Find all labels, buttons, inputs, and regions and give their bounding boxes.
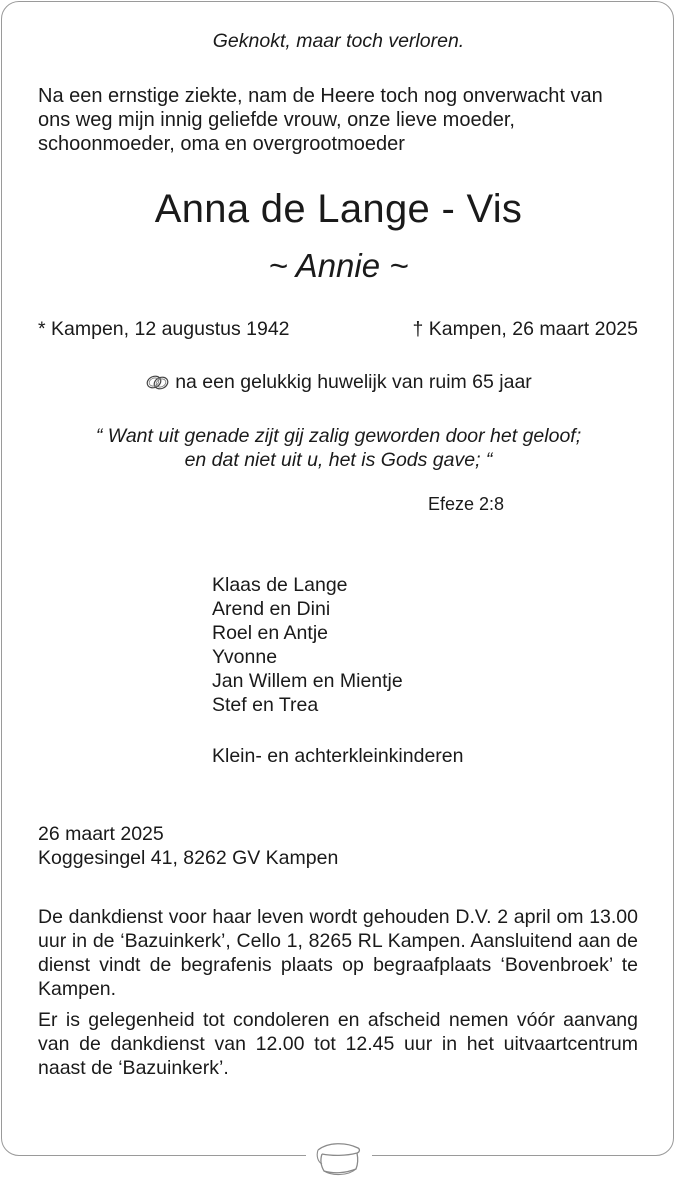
marriage-line xyxy=(0,371,677,394)
address-date: 26 maart 2025 xyxy=(38,823,164,845)
family-member: Jan Willem en Mientje xyxy=(212,670,403,692)
quote-line-2: en dat niet uit u, het is Gods gave; “ xyxy=(184,449,493,471)
quote-reference: Efeze 2:8 xyxy=(428,494,505,514)
family-member: Roel en Antje xyxy=(212,622,329,644)
life-dates xyxy=(38,318,638,341)
death-date: † Kampen, 26 maart 2025 xyxy=(412,318,638,340)
family-member: Stef en Trea xyxy=(212,694,319,716)
bible-quote xyxy=(0,424,677,472)
service-paragraph: De dankdienst voor haar leven wordt gehouden D.V. 2 april om 13.00 uur in de ‘Bazuinkerk’, Cello 1, 8265 RL Kampen. Aansluitend aan de dienst vindt de begrafenis plaats op begraafplaats ‘Bovenbroek’ te Kampen. xyxy=(38,906,638,1000)
grandchildren-line: Klein- en achterkleinkinderen xyxy=(212,745,464,767)
deceased-nickname: ~ Annie ~ xyxy=(268,247,409,284)
family-member: Arend en Dini xyxy=(212,598,331,620)
quote-line-1: “ Want uit genade zijt gij zalig geworden door het geloof; xyxy=(95,425,582,447)
birth-date: * Kampen, 12 augustus 1942 xyxy=(38,318,290,340)
family-member: Yvonne xyxy=(212,646,278,668)
bible-emblem-icon xyxy=(310,1138,366,1178)
deceased-name: Anna de Lange - Vis xyxy=(154,187,523,231)
intro-text: Na een ernstige ziekte, nam de Heere toch nog onverwacht van ons weg mijn innig geliefde vrouw, onze lieve moeder, schoonmoeder, oma en overgrootmoeder xyxy=(38,85,603,155)
motto: Geknokt, maar toch verloren. xyxy=(212,30,465,52)
family-member: Klaas de Lange xyxy=(212,574,348,596)
address-street: Koggesingel 41, 8262 GV Kampen xyxy=(38,847,339,869)
correspondence-address xyxy=(38,822,338,870)
marriage-text: na een gelukkig huwelijk van ruim 65 jaar xyxy=(175,371,532,393)
family-list xyxy=(212,573,403,717)
wedding-rings-icon xyxy=(145,373,171,391)
condolence-paragraph: Er is gelegenheid tot condoleren en afscheid nemen vóór aanvang van de dankdienst van 12.00 tot 12.45 uur in het uitvaartcentrum naast de ‘Bazuinkerk’. xyxy=(38,1009,638,1079)
